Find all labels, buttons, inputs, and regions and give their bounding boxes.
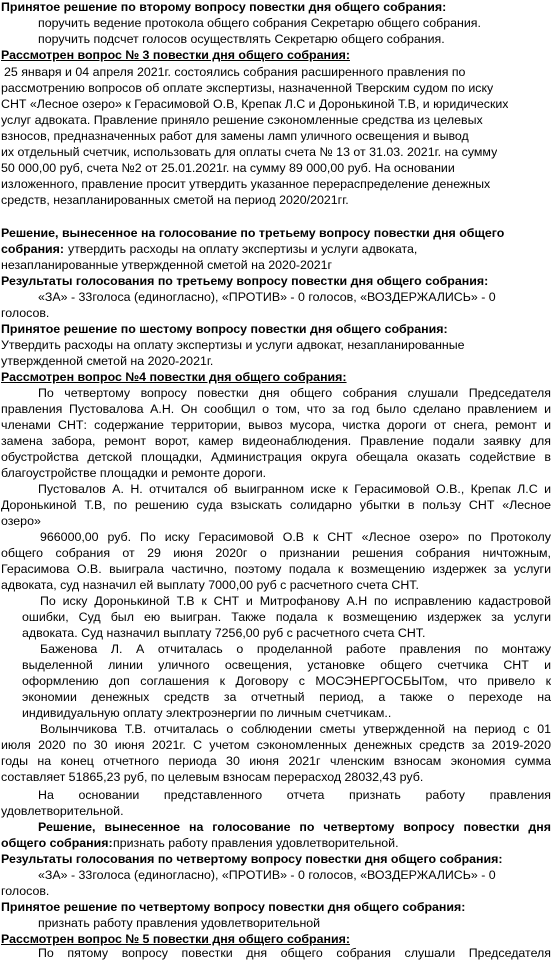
document-text-line: поручить ведение протокола общего собрания Секретарю общего собрания. [38, 16, 481, 30]
document-text-line: благоустройстве площадки и ремонте дороги. [1, 466, 267, 480]
document-text-line: индивидуальную оплату электроэнергии по личным счетчикам.. [22, 706, 392, 720]
document-text-line: замена забора, ремонт ворот, камер видеонаблюдения. Правление подали заявку для [1, 434, 551, 448]
document-text-line: обустройства детской площадки, Администрация округа обещала оказать содействие в [1, 450, 551, 464]
document-text-line: членами СНТ: содержание территории, вывоз мусора, чистка дороги от снега, ремонт и [1, 418, 551, 432]
document-heading-line: Результаты голосования по третьему вопросу повестки дня общего собрания: [1, 274, 489, 288]
document-heading-line: Принятое решение по четвертому вопросу повестки дня общего собрания: [1, 900, 466, 914]
document-text-line: оформлению доп соглашения к Договору с МОСЭНЕРГОСБЫТом, что привело к [22, 674, 551, 688]
document-text-line: Герасимова О.В. выиграла частично, поэтому подала к возмещению издержек за услуги [1, 562, 551, 576]
document-text-line: поручить подсчет голосов осуществлять Секретарю общего собрания. [38, 32, 445, 46]
document-text-line: «ЗА» - 33голоса (единогласно), «ПРОТИВ» - 0 голосов, «ВОЗДЕРЖАЛИСЬ» - 0 [38, 868, 496, 882]
document-heading-line: собрания: [1, 242, 65, 256]
document-heading-line: Принятое решение по шестому вопросу повестки дня общего собрания: [1, 322, 448, 336]
document-text-line: Утвердить расходы на оплату экспертизы и услуги адвокат, незапланированные [1, 338, 465, 352]
document-text-line: «ЗА» - 33голоса (единогласно), «ПРОТИВ» - 0 голосов, «ВОЗДЕРЖАЛИСЬ» - 0 [38, 290, 496, 304]
document-text-line: рассмотрению вопросов об оплате экспертизы, назначенной Тверским судом по иску [1, 81, 494, 95]
document-text-line: выделенной линии уличного освещения, установке общего счетчика СНТ и [22, 658, 551, 672]
document-text-line: На основании представленного отчета признать работу правления [38, 788, 551, 802]
document-text-line: общего собрания от 29 июня 2020г о признании решения собрания ничтожным, [1, 546, 551, 560]
document-text-line: утвержденной сметой на 2020-2021г. [1, 354, 214, 368]
document-heading-line: Решение, вынесенное на голосование по четвертому вопросу повестки дня [38, 820, 551, 834]
document-text-line: СНТ «Лесное озеро» к Герасимовой О.В, Крепак Л.С и Доронькиной Т.В, и юридических [1, 97, 509, 111]
document-heading-line: Рассмотрен вопрос №4 повестки дня общего собрания: [1, 370, 347, 384]
document-text-line: услуг адвоката. Правление приняло решение сэкономленные средства из целевых [1, 113, 483, 127]
document-text-line: средств, незапланированных сметой на период 2020/2021гг. [1, 193, 349, 207]
document-text-line: По пятому вопросу повестки дня общего собрания слушали Председателя [38, 946, 551, 960]
document-text-line: удовлетворительной. [1, 804, 124, 818]
document-text-line: утвердить расходы на оплату экспертизы и услуги адвоката, [68, 242, 418, 256]
document-text-line: голосов. [1, 306, 50, 320]
document-heading-line: Решение, вынесенное на голосование по третьему вопросу повестки дня общего [1, 226, 505, 240]
document-text-line: экономии денежных средств за отчетный период, а также о переходе на [22, 690, 551, 704]
document-text-line: озеро» [1, 514, 41, 528]
document-text-line: 25 января и 04 апреля 2021г. состоялись собрания расширенного правления по [4, 65, 466, 79]
document-heading-line: Принятое решение по второму вопросу повестки дня общего собрания: [1, 0, 447, 14]
document-text-line: признать работу правления удовлетворительной. [113, 836, 399, 850]
document-text-line: По четвертому вопросу повестки дня общего собрания слушали Председателя [38, 386, 551, 400]
document-text-line: составляет 51865,23 руб, по целевым взносам перерасход 28032,43 руб. [1, 770, 424, 784]
document-text-line: 50 000,00 руб, счета №2 от 25.01.2021г. на сумму 89 000,00 руб. На основании [1, 161, 455, 175]
document-heading-line: Результаты голосования по четвертому вопросу повестки дня общего собрания: [1, 852, 503, 866]
document-text-line: Доронькиной Т.В, по решению суда взыскать солидарно убытки в пользу СНТ «Лесное [1, 498, 551, 512]
document-text-line: их отдельный счетчик, использовать для оплаты счета № 13 от 31.03. 2021г. на сумму [1, 145, 498, 159]
document-text-line: ошибки, Суд был ею выигран. Также подала к возмещению издержек за услуги [22, 610, 551, 624]
document-heading-line: Рассмотрен вопрос № 3 повестки дня общего собрания: [1, 48, 350, 62]
document-text-line: изложенного, правление просит утвердить указанное перераспределение денежных [1, 177, 491, 191]
document-text-line: адвоката, суд назначил ей выплату 7000,00 руб с расчетного счета СНТ. [1, 578, 419, 592]
document-text-line: адвоката. Суд назначил выплату 7256,00 руб с расчетного счета СНТ. [22, 626, 426, 640]
document-text-line: признать работу правления удовлетворительной [38, 916, 321, 930]
document-text-line: незапланированные утвержденной сметой на 2020-2021г [1, 258, 333, 272]
document-heading-line: общего собрания: [1, 836, 113, 850]
document-text-line: годы на конец отчетного периода 30 июня 2021г членским взносам экономия сумма [1, 754, 551, 768]
document-text-line: Пустовалов А. Н. отчитался об выигранном иске к Герасимовой О.В., Крепак Л.С и [38, 482, 551, 496]
document-text-line: Волынчикова Т.В. отчиталась о соблюдении сметы утвержденной на период с 01 [40, 722, 551, 736]
document-text-line: взносов, предназначенных работ для замены ламп уличного освещения и вывод [1, 129, 469, 143]
document-text-line: 966000,00 руб. По иску Герасимовой О.В к СНТ «Лесное озеро» по Протоколу [40, 530, 551, 544]
document-text-line: правления Пустовалова А.Н. Он сообщил о том, что за год было сделано правлением и [1, 402, 551, 416]
document-text-line: голосов. [1, 884, 50, 898]
document-text-line: Баженова Л. А отчиталась о проделанной работе правления по монтажу [40, 642, 551, 656]
document-heading-line: Рассмотрен вопрос № 5 повестки дня общего собрания: [1, 932, 350, 946]
document-text-line: июля 2020 по 30 июня 2021г. С учетом сэкономленных денежных средств за 2019-2020 [1, 738, 551, 752]
document-text-line: По иску Доронькиной Т.В к СНТ и Митрофанову А.Н по исправлению кадастровой [40, 594, 551, 608]
